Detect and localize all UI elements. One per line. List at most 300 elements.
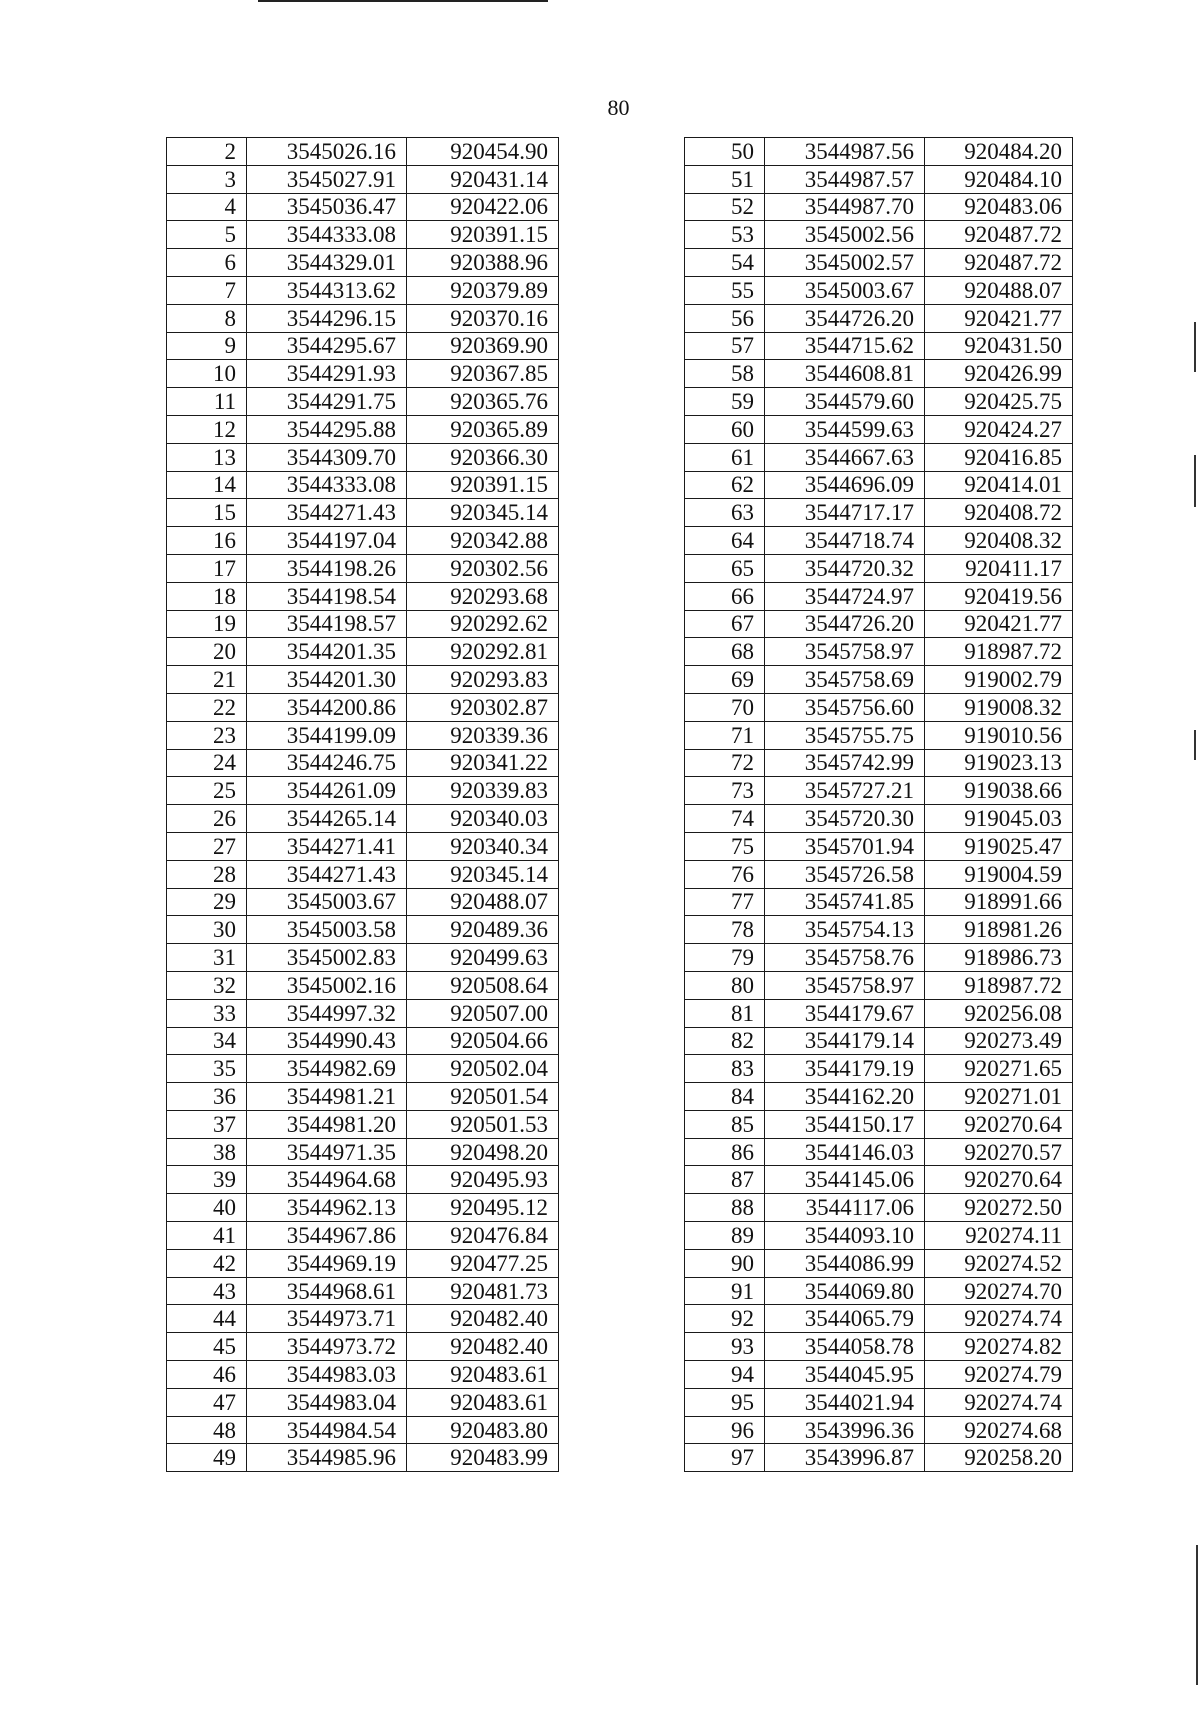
table-row — [167, 1416, 559, 1444]
point-number-cell: 72 — [685, 749, 765, 777]
table-row — [167, 916, 559, 944]
x-coordinate-cell: 3544291.93 — [247, 360, 407, 388]
x-coordinate-cell: 3544179.67 — [765, 999, 925, 1027]
y-coordinate-cell: 920476.84 — [407, 1222, 559, 1250]
y-coordinate-cell: 919004.59 — [925, 860, 1073, 888]
x-coordinate-cell: 3544667.63 — [765, 443, 925, 471]
table-row — [685, 971, 1073, 999]
y-coordinate-cell: 919008.32 — [925, 693, 1073, 721]
point-number-cell: 78 — [685, 916, 765, 944]
y-coordinate-cell: 920481.73 — [407, 1277, 559, 1305]
point-number-cell: 32 — [167, 971, 247, 999]
point-number-cell: 50 — [685, 138, 765, 166]
y-coordinate-cell: 919038.66 — [925, 777, 1073, 805]
point-number-cell: 41 — [167, 1222, 247, 1250]
y-coordinate-cell: 920495.12 — [407, 1194, 559, 1222]
table-row — [685, 749, 1073, 777]
y-coordinate-cell: 920501.53 — [407, 1110, 559, 1138]
point-number-cell: 74 — [685, 805, 765, 833]
table-row — [685, 527, 1073, 555]
point-number-cell: 25 — [167, 777, 247, 805]
point-number-cell: 43 — [167, 1277, 247, 1305]
point-number-cell: 70 — [685, 693, 765, 721]
y-coordinate-cell: 920274.52 — [925, 1249, 1073, 1277]
x-coordinate-cell: 3545002.56 — [765, 221, 925, 249]
y-coordinate-cell: 920501.54 — [407, 1083, 559, 1111]
x-coordinate-cell: 3545002.57 — [765, 249, 925, 277]
point-number-cell: 84 — [685, 1083, 765, 1111]
x-coordinate-cell: 3545003.67 — [247, 888, 407, 916]
x-coordinate-cell: 3544984.54 — [247, 1416, 407, 1444]
table-row — [685, 499, 1073, 527]
y-coordinate-cell: 920274.68 — [925, 1416, 1073, 1444]
x-coordinate-cell: 3544717.17 — [765, 499, 925, 527]
y-coordinate-cell: 920426.99 — [925, 360, 1073, 388]
point-number-cell: 88 — [685, 1194, 765, 1222]
point-number-cell: 21 — [167, 666, 247, 694]
point-number-cell: 66 — [685, 582, 765, 610]
table-row — [167, 944, 559, 972]
y-coordinate-cell: 920488.07 — [407, 888, 559, 916]
y-coordinate-cell: 920339.36 — [407, 721, 559, 749]
y-coordinate-cell: 920370.16 — [407, 304, 559, 332]
point-number-cell: 30 — [167, 916, 247, 944]
y-coordinate-cell: 920422.06 — [407, 193, 559, 221]
y-coordinate-cell: 920369.90 — [407, 332, 559, 360]
x-coordinate-cell: 3544987.57 — [765, 165, 925, 193]
y-coordinate-cell: 920484.10 — [925, 165, 1073, 193]
x-coordinate-cell: 3544150.17 — [765, 1110, 925, 1138]
y-coordinate-cell: 920256.08 — [925, 999, 1073, 1027]
point-number-cell: 40 — [167, 1194, 247, 1222]
point-number-cell: 6 — [167, 249, 247, 277]
y-coordinate-cell: 920419.56 — [925, 582, 1073, 610]
point-number-cell: 10 — [167, 360, 247, 388]
y-coordinate-cell: 920477.25 — [407, 1249, 559, 1277]
point-number-cell: 96 — [685, 1416, 765, 1444]
x-coordinate-cell: 3544201.30 — [247, 666, 407, 694]
x-coordinate-cell: 3544718.74 — [765, 527, 925, 555]
scan-edge-mark — [1196, 1545, 1198, 1685]
table-row — [167, 1249, 559, 1277]
table-row — [167, 666, 559, 694]
x-coordinate-cell: 3545742.99 — [765, 749, 925, 777]
x-coordinate-cell: 3544271.43 — [247, 499, 407, 527]
point-number-cell: 13 — [167, 443, 247, 471]
point-number-cell: 33 — [167, 999, 247, 1027]
table-row — [167, 1305, 559, 1333]
point-number-cell: 73 — [685, 777, 765, 805]
y-coordinate-cell: 920483.80 — [407, 1416, 559, 1444]
x-coordinate-cell: 3544117.06 — [765, 1194, 925, 1222]
y-coordinate-cell: 920411.17 — [925, 554, 1073, 582]
table-row — [167, 527, 559, 555]
x-coordinate-cell: 3544295.88 — [247, 415, 407, 443]
table-row — [685, 666, 1073, 694]
table-row — [167, 888, 559, 916]
x-coordinate-cell: 3544969.19 — [247, 1249, 407, 1277]
y-coordinate-cell: 920293.83 — [407, 666, 559, 694]
table-row — [685, 777, 1073, 805]
table-row — [167, 554, 559, 582]
table-row — [167, 360, 559, 388]
point-number-cell: 48 — [167, 1416, 247, 1444]
y-coordinate-cell: 920483.06 — [925, 193, 1073, 221]
y-coordinate-cell: 920482.40 — [407, 1333, 559, 1361]
point-number-cell: 77 — [685, 888, 765, 916]
y-coordinate-cell: 920502.04 — [407, 1055, 559, 1083]
y-coordinate-cell: 920271.65 — [925, 1055, 1073, 1083]
x-coordinate-cell: 3544987.70 — [765, 193, 925, 221]
x-coordinate-cell: 3544309.70 — [247, 443, 407, 471]
table-row — [167, 276, 559, 304]
table-row — [167, 1138, 559, 1166]
y-coordinate-cell: 919045.03 — [925, 805, 1073, 833]
table-row — [685, 443, 1073, 471]
x-coordinate-cell: 3544997.32 — [247, 999, 407, 1027]
x-coordinate-cell: 3544962.13 — [247, 1194, 407, 1222]
table-row — [685, 554, 1073, 582]
point-number-cell: 90 — [685, 1249, 765, 1277]
x-coordinate-cell: 3544983.04 — [247, 1388, 407, 1416]
y-coordinate-cell: 918991.66 — [925, 888, 1073, 916]
x-coordinate-cell: 3544726.20 — [765, 304, 925, 332]
table-row — [685, 1305, 1073, 1333]
point-number-cell: 95 — [685, 1388, 765, 1416]
point-number-cell: 2 — [167, 138, 247, 166]
y-coordinate-cell: 920274.74 — [925, 1305, 1073, 1333]
table-row — [685, 1027, 1073, 1055]
point-number-cell: 69 — [685, 666, 765, 694]
point-number-cell: 31 — [167, 944, 247, 972]
y-coordinate-cell: 918981.26 — [925, 916, 1073, 944]
x-coordinate-cell: 3544069.80 — [765, 1277, 925, 1305]
table-row — [167, 221, 559, 249]
point-number-cell: 28 — [167, 860, 247, 888]
table-row — [685, 193, 1073, 221]
point-number-cell: 18 — [167, 582, 247, 610]
point-number-cell: 80 — [685, 971, 765, 999]
table-row — [685, 388, 1073, 416]
point-number-cell: 49 — [167, 1444, 247, 1472]
y-coordinate-cell: 919023.13 — [925, 749, 1073, 777]
x-coordinate-cell: 3544146.03 — [765, 1138, 925, 1166]
table-row — [167, 805, 559, 833]
table-row — [167, 415, 559, 443]
x-coordinate-cell: 3545036.47 — [247, 193, 407, 221]
x-coordinate-cell: 3545701.94 — [765, 832, 925, 860]
y-coordinate-cell: 920367.85 — [407, 360, 559, 388]
table-row — [685, 1166, 1073, 1194]
x-coordinate-cell: 3545756.60 — [765, 693, 925, 721]
point-number-cell: 87 — [685, 1166, 765, 1194]
x-coordinate-cell: 3544968.61 — [247, 1277, 407, 1305]
y-coordinate-cell: 920508.64 — [407, 971, 559, 999]
point-number-cell: 39 — [167, 1166, 247, 1194]
point-number-cell: 97 — [685, 1444, 765, 1472]
x-coordinate-cell: 3544333.08 — [247, 221, 407, 249]
point-number-cell: 24 — [167, 749, 247, 777]
point-number-cell: 46 — [167, 1361, 247, 1389]
table-row — [167, 1166, 559, 1194]
y-coordinate-cell: 920488.07 — [925, 276, 1073, 304]
point-number-cell: 20 — [167, 638, 247, 666]
y-coordinate-cell: 920270.57 — [925, 1138, 1073, 1166]
table-row — [167, 749, 559, 777]
table-row — [685, 832, 1073, 860]
y-coordinate-cell: 920270.64 — [925, 1166, 1073, 1194]
table-row — [167, 1027, 559, 1055]
point-number-cell: 60 — [685, 415, 765, 443]
x-coordinate-cell: 3544981.20 — [247, 1110, 407, 1138]
x-coordinate-cell: 3544261.09 — [247, 777, 407, 805]
point-number-cell: 71 — [685, 721, 765, 749]
point-number-cell: 76 — [685, 860, 765, 888]
table-row — [167, 1083, 559, 1111]
y-coordinate-cell: 918987.72 — [925, 971, 1073, 999]
y-coordinate-cell: 920504.66 — [407, 1027, 559, 1055]
point-number-cell: 36 — [167, 1083, 247, 1111]
table-row — [685, 1333, 1073, 1361]
x-coordinate-cell: 3545027.91 — [247, 165, 407, 193]
y-coordinate-cell: 920498.20 — [407, 1138, 559, 1166]
point-number-cell: 83 — [685, 1055, 765, 1083]
x-coordinate-cell: 3545003.67 — [765, 276, 925, 304]
y-coordinate-cell: 920302.87 — [407, 693, 559, 721]
point-number-cell: 47 — [167, 1388, 247, 1416]
table-row — [685, 1277, 1073, 1305]
y-coordinate-cell: 920388.96 — [407, 249, 559, 277]
x-coordinate-cell: 3544967.86 — [247, 1222, 407, 1250]
y-coordinate-cell: 920365.89 — [407, 415, 559, 443]
table-row — [167, 721, 559, 749]
table-row — [685, 999, 1073, 1027]
point-number-cell: 55 — [685, 276, 765, 304]
y-coordinate-cell: 920421.77 — [925, 610, 1073, 638]
table-row — [167, 304, 559, 332]
point-number-cell: 51 — [685, 165, 765, 193]
x-coordinate-cell: 3544987.56 — [765, 138, 925, 166]
table-row — [685, 638, 1073, 666]
table-row — [685, 1361, 1073, 1389]
y-coordinate-cell: 918987.72 — [925, 638, 1073, 666]
point-number-cell: 35 — [167, 1055, 247, 1083]
y-coordinate-cell: 920489.36 — [407, 916, 559, 944]
y-coordinate-cell: 920483.61 — [407, 1388, 559, 1416]
table-row — [167, 1333, 559, 1361]
table-row — [685, 693, 1073, 721]
y-coordinate-cell: 920487.72 — [925, 249, 1073, 277]
point-number-cell: 82 — [685, 1027, 765, 1055]
x-coordinate-cell: 3544990.43 — [247, 1027, 407, 1055]
point-number-cell: 52 — [685, 193, 765, 221]
point-number-cell: 15 — [167, 499, 247, 527]
x-coordinate-cell: 3544058.78 — [765, 1333, 925, 1361]
point-number-cell: 59 — [685, 388, 765, 416]
point-number-cell: 57 — [685, 332, 765, 360]
table-row — [685, 1055, 1073, 1083]
point-number-cell: 12 — [167, 415, 247, 443]
table-row — [685, 1194, 1073, 1222]
point-number-cell: 81 — [685, 999, 765, 1027]
point-number-cell: 3 — [167, 165, 247, 193]
table-row — [167, 1444, 559, 1472]
point-number-cell: 91 — [685, 1277, 765, 1305]
table-row — [685, 165, 1073, 193]
table-row — [167, 471, 559, 499]
y-coordinate-cell: 920483.61 — [407, 1361, 559, 1389]
x-coordinate-cell: 3544291.75 — [247, 388, 407, 416]
y-coordinate-cell: 920302.56 — [407, 554, 559, 582]
point-number-cell: 94 — [685, 1361, 765, 1389]
y-coordinate-cell: 920391.15 — [407, 471, 559, 499]
table-row — [685, 1388, 1073, 1416]
y-coordinate-cell: 919002.79 — [925, 666, 1073, 694]
table-row — [685, 610, 1073, 638]
x-coordinate-cell: 3544179.19 — [765, 1055, 925, 1083]
table-row — [685, 1110, 1073, 1138]
point-number-cell: 7 — [167, 276, 247, 304]
y-coordinate-cell: 920416.85 — [925, 443, 1073, 471]
point-number-cell: 67 — [685, 610, 765, 638]
y-coordinate-cell: 920425.75 — [925, 388, 1073, 416]
x-coordinate-cell: 3544246.75 — [247, 749, 407, 777]
table-row — [685, 1222, 1073, 1250]
y-coordinate-cell: 920431.50 — [925, 332, 1073, 360]
table-row — [167, 1055, 559, 1083]
point-number-cell: 34 — [167, 1027, 247, 1055]
y-coordinate-cell: 920274.79 — [925, 1361, 1073, 1389]
table-row — [167, 1110, 559, 1138]
point-number-cell: 19 — [167, 610, 247, 638]
x-coordinate-cell: 3544179.14 — [765, 1027, 925, 1055]
table-row — [685, 304, 1073, 332]
x-coordinate-cell: 3545003.58 — [247, 916, 407, 944]
y-coordinate-cell: 920414.01 — [925, 471, 1073, 499]
table-row — [167, 1277, 559, 1305]
x-coordinate-cell: 3543996.87 — [765, 1444, 925, 1472]
point-number-cell: 44 — [167, 1305, 247, 1333]
x-coordinate-cell: 3544200.86 — [247, 693, 407, 721]
point-number-cell: 37 — [167, 1110, 247, 1138]
y-coordinate-cell: 920499.63 — [407, 944, 559, 972]
x-coordinate-cell: 3544329.01 — [247, 249, 407, 277]
table-row — [167, 582, 559, 610]
x-coordinate-cell: 3544198.54 — [247, 582, 407, 610]
point-number-cell: 68 — [685, 638, 765, 666]
y-coordinate-cell: 920340.03 — [407, 805, 559, 833]
table-row — [685, 276, 1073, 304]
point-number-cell: 93 — [685, 1333, 765, 1361]
x-coordinate-cell: 3545758.76 — [765, 944, 925, 972]
y-coordinate-cell: 920507.00 — [407, 999, 559, 1027]
x-coordinate-cell: 3544724.97 — [765, 582, 925, 610]
y-coordinate-cell: 920272.50 — [925, 1194, 1073, 1222]
point-number-cell: 14 — [167, 471, 247, 499]
y-coordinate-cell: 920345.14 — [407, 860, 559, 888]
x-coordinate-cell: 3544333.08 — [247, 471, 407, 499]
table-row — [167, 999, 559, 1027]
table-row — [685, 860, 1073, 888]
table-row — [685, 888, 1073, 916]
table-row — [167, 971, 559, 999]
table-row — [167, 388, 559, 416]
table-row — [685, 1249, 1073, 1277]
y-coordinate-cell: 920274.82 — [925, 1333, 1073, 1361]
y-coordinate-cell: 920274.74 — [925, 1388, 1073, 1416]
table-row — [167, 610, 559, 638]
y-coordinate-cell: 920342.88 — [407, 527, 559, 555]
x-coordinate-cell: 3544720.32 — [765, 554, 925, 582]
x-coordinate-cell: 3545758.69 — [765, 666, 925, 694]
x-coordinate-cell: 3544201.35 — [247, 638, 407, 666]
table-row — [167, 1388, 559, 1416]
y-coordinate-cell: 920487.72 — [925, 221, 1073, 249]
table-row — [685, 221, 1073, 249]
y-coordinate-cell: 920365.76 — [407, 388, 559, 416]
y-coordinate-cell: 920391.15 — [407, 221, 559, 249]
y-coordinate-cell: 920483.99 — [407, 1444, 559, 1472]
y-coordinate-cell: 920273.49 — [925, 1027, 1073, 1055]
x-coordinate-cell: 3544964.68 — [247, 1166, 407, 1194]
x-coordinate-cell: 3544971.35 — [247, 1138, 407, 1166]
table-row — [685, 1444, 1073, 1472]
point-number-cell: 54 — [685, 249, 765, 277]
table-row — [167, 832, 559, 860]
y-coordinate-cell: 920345.14 — [407, 499, 559, 527]
point-number-cell: 16 — [167, 527, 247, 555]
point-number-cell: 63 — [685, 499, 765, 527]
point-number-cell: 42 — [167, 1249, 247, 1277]
x-coordinate-cell: 3544021.94 — [765, 1388, 925, 1416]
table-row — [685, 471, 1073, 499]
x-coordinate-cell: 3544198.57 — [247, 610, 407, 638]
y-coordinate-cell: 920274.11 — [925, 1222, 1073, 1250]
y-coordinate-cell: 920258.20 — [925, 1444, 1073, 1472]
point-number-cell: 62 — [685, 471, 765, 499]
point-number-cell: 8 — [167, 304, 247, 332]
table-row — [685, 249, 1073, 277]
x-coordinate-cell: 3545002.83 — [247, 944, 407, 972]
y-coordinate-cell: 920421.77 — [925, 304, 1073, 332]
y-coordinate-cell: 920271.01 — [925, 1083, 1073, 1111]
table-row — [167, 443, 559, 471]
y-coordinate-cell: 920379.89 — [407, 276, 559, 304]
x-coordinate-cell: 3544726.20 — [765, 610, 925, 638]
x-coordinate-cell: 3544197.04 — [247, 527, 407, 555]
x-coordinate-cell: 3544271.41 — [247, 832, 407, 860]
x-coordinate-cell: 3544973.71 — [247, 1305, 407, 1333]
coordinate-table-right — [684, 137, 1073, 1472]
x-coordinate-cell: 3544985.96 — [247, 1444, 407, 1472]
table-row — [685, 721, 1073, 749]
x-coordinate-cell: 3544983.03 — [247, 1361, 407, 1389]
x-coordinate-cell: 3544973.72 — [247, 1333, 407, 1361]
table-row — [167, 138, 559, 166]
y-coordinate-cell: 920366.30 — [407, 443, 559, 471]
x-coordinate-cell: 3544045.95 — [765, 1361, 925, 1389]
point-number-cell: 65 — [685, 554, 765, 582]
y-coordinate-cell: 920339.83 — [407, 777, 559, 805]
x-coordinate-cell: 3544296.15 — [247, 304, 407, 332]
table-row — [167, 165, 559, 193]
y-coordinate-cell: 919025.47 — [925, 832, 1073, 860]
point-number-cell: 26 — [167, 805, 247, 833]
y-coordinate-cell: 920408.32 — [925, 527, 1073, 555]
x-coordinate-cell: 3544265.14 — [247, 805, 407, 833]
x-coordinate-cell: 3544696.09 — [765, 471, 925, 499]
scan-edge-mark — [1194, 322, 1196, 372]
